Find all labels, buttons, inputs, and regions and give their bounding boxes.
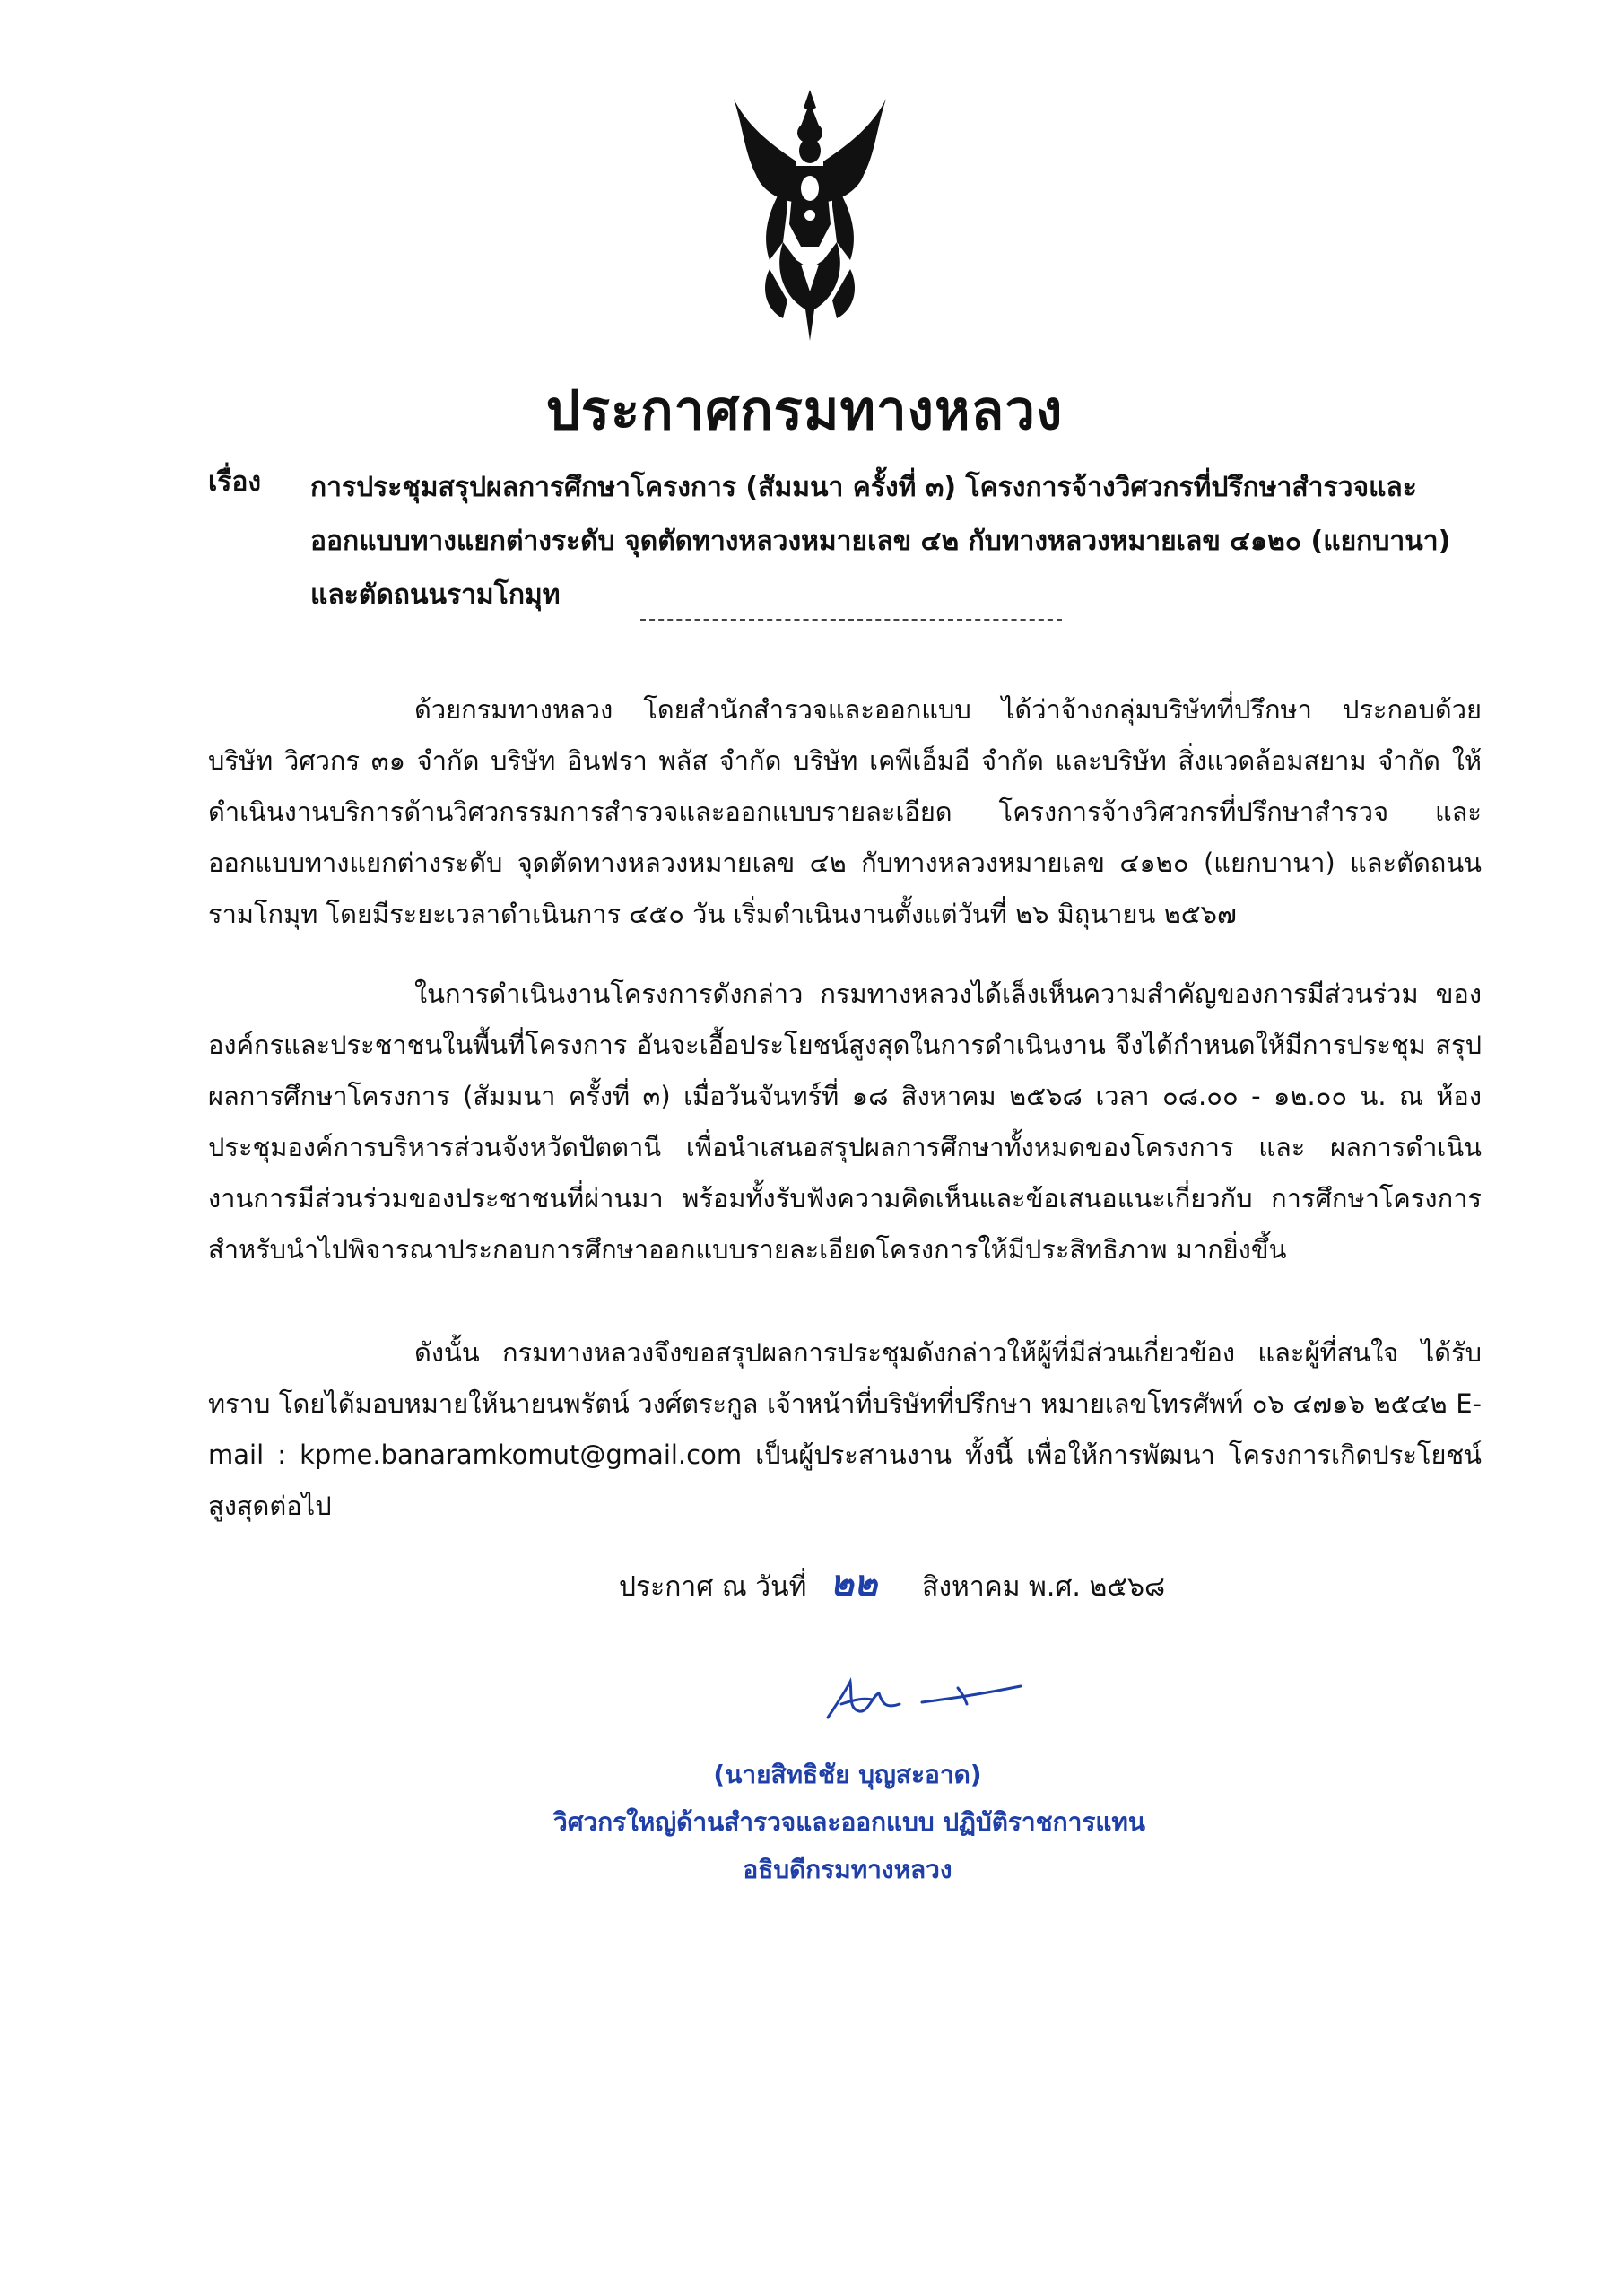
body-paragraph: ด้วยกรมทางหลวง โดยสำนักสำรวจและออกแบบ ได้ว่าจ้างกลุ่มบริษัทที่ปรึกษา ประกอบด้วย บริษัท วิศวกร ๓๑ จำกัด บริษัท อินฟรา พลัส จำกัด บริษัท เคพีเอ็มอี จำกัด และบริษัท สิ่งแวดล้อมสยาม จำกัด ให้ดำเนินงานบริการด้านวิศวกรรมการสำรวจและออกแบบรายละเอียด โครงการจ้างวิศวกรที่ปรึกษาสำรวจ และออกแบบทางแยกต่างระดับ จุดตัดทางหลวงหมายเลข ๔๒ กับทางหลวงหมายเลข ๔๑๒๐ (แยกบานา) และตัดถนนรามโกมุท โดยมีระยะเวลาดำเนินการ ๔๕๐ วัน เริ่มดำเนินงานตั้งแต่วันที่ ๒๖ มิถุนายน ๒๕๖๗ xyxy=(208,694,1482,929)
signatory-name: (นายสิทธิชัย บุญสะอาด) xyxy=(713,1760,982,1789)
handwritten-signature xyxy=(823,1668,1030,1731)
date-prefix: ประกาศ ณ วันที่ xyxy=(619,1571,807,1603)
date-day: ๒๒ xyxy=(830,1562,878,1605)
signatory-acting-for: อธิบดีกรมทางหลวง xyxy=(743,1855,952,1884)
body-paragraph: ดังนั้น กรมทางหลวงจึงขอสรุปผลการประชุมดังกล่าวให้ผู้ที่มีส่วนเกี่ยวข้อง และผู้ที่สนใจ ได้รับทราบ โดยได้มอบหมายให้นายนพรัตน์ วงศ์ตระกูล เจ้าหน้าที่บริษัทที่ปรึกษา หมายเลขโทรศัพท์ ๐๖ ๔๗๑๖ ๒๕๔๒ E-mail : kpme.banaramkomut@gmail.com เป็นผู้ประสานงาน ทั้งนี้ เพื่อให้การพัฒนา โครงการเกิดประโยชน์สูงสุดต่อไป xyxy=(208,1337,1482,1521)
date-month-year: สิงหาคม พ.ศ. ๒๕๖๘ xyxy=(922,1571,1166,1603)
subject-label: เรื่อง xyxy=(208,466,262,498)
garuda-emblem-icon xyxy=(734,90,886,341)
announcement-title: ประกาศกรมทางหลวง xyxy=(545,379,1064,442)
divider xyxy=(640,619,1062,621)
signatory-position: วิศวกรใหญ่ด้านสำรวจและออกแบบ ปฏิบัติราชการแทน xyxy=(552,1807,1146,1837)
body-paragraph: ในการดำเนินงานโครงการดังกล่าว กรมทางหลวงได้เล็งเห็นความสำคัญของการมีส่วนร่วม ขององค์กรและประชาชนในพื้นที่โครงการ อันจะเอื้อประโยชน์สูงสุดในการดำเนินงาน จึงได้กำหนดให้มีการประชุม สรุปผลการศึกษาโครงการ (สัมมนา ครั้งที่ ๓) เมื่อวันจันทร์ที่ ๑๘ สิงหาคม ๒๕๖๘ เวลา ๐๘.๐๐ - ๑๒.๐๐ น. ณ ห้องประชุมองค์การบริหารส่วนจังหวัดปัตตานี เพื่อนำเสนอสรุปผลการศึกษาทั้งหมดของโครงการ และ ผลการดำเนินงานการมีส่วนร่วมของประชาชนที่ผ่านมา พร้อมทั้งรับฟังความคิดเห็นและข้อเสนอแนะเกี่ยวกับ การศึกษาโครงการ สำหรับนำไปพิจารณาประกอบการศึกษาออกแบบรายละเอียดโครงการให้มีประสิทธิภาพ มากยิ่งขึ้น xyxy=(208,978,1482,1265)
subject-text: การประชุมสรุปผลการศึกษาโครงการ (สัมมนา ครั้งที่ ๓) โครงการจ้างวิศวกรที่ปรึกษาสำรวจและออกแบบทางแยกต่างระดับ จุดตัดทางหลวงหมายเลข ๔๒ กับทางหลวงหมายเลข ๔๑๒๐ (แยกบานา) และตัดถนนรามโกมุท xyxy=(310,472,1451,611)
announcement-date xyxy=(619,1554,1165,1612)
